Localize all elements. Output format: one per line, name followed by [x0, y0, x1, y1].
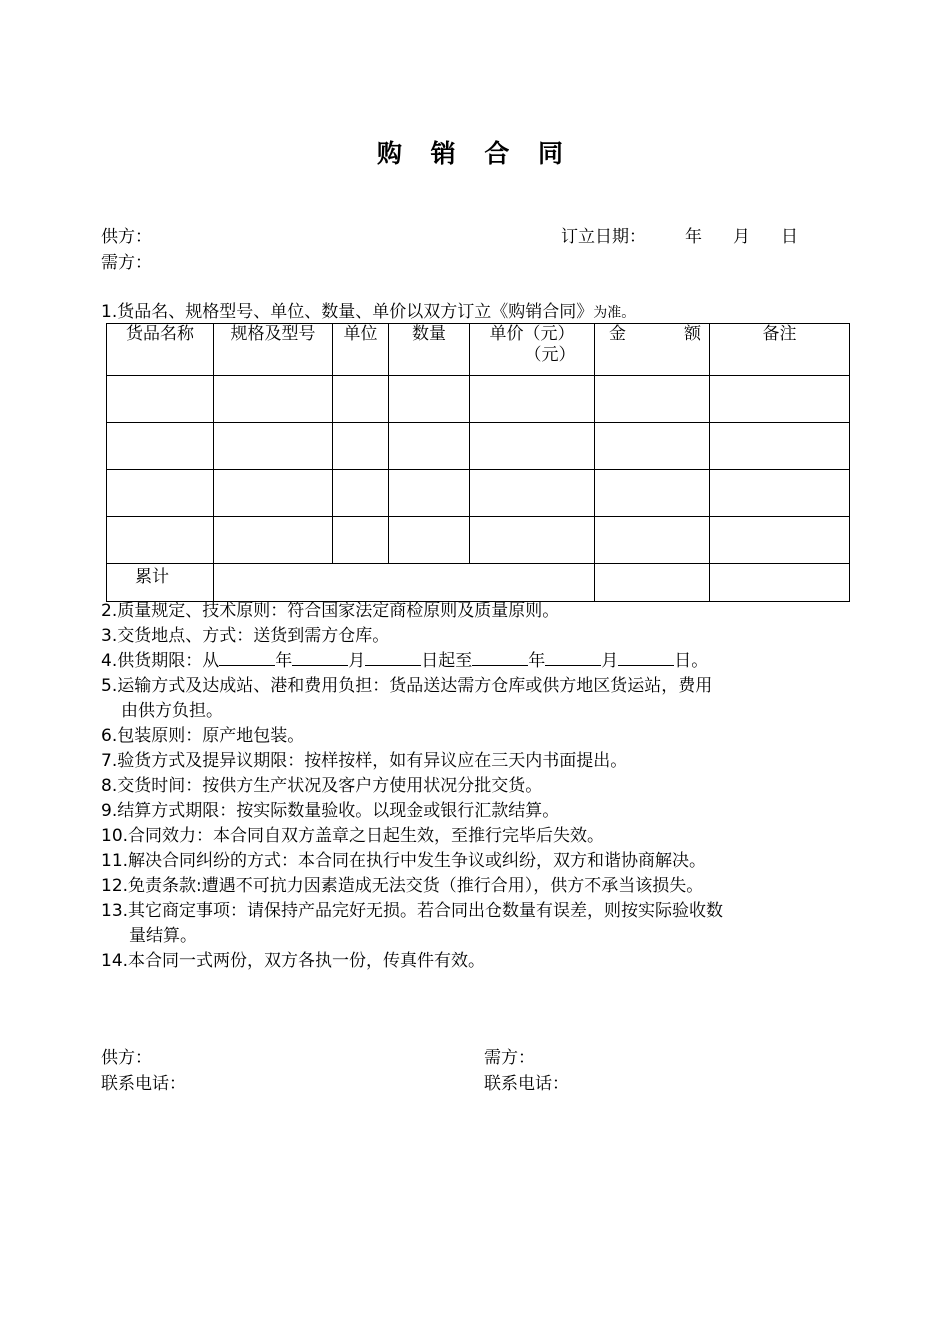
cell-qty[interactable] — [389, 470, 470, 517]
table-row — [107, 517, 850, 564]
col-header-unit: 单位 — [333, 324, 389, 376]
cell-name[interactable] — [107, 423, 214, 470]
blank-year-from[interactable] — [219, 649, 275, 666]
clause-11: 11.解决合同纠纷的方式：本合同在执行中发生争议或纠纷，双方和谐协商解决。 — [101, 851, 707, 871]
date-month: 月 — [733, 227, 750, 247]
col-header-remark: 备注 — [710, 324, 850, 376]
cell-unit[interactable] — [333, 423, 389, 470]
col-header-name: 货品名称 — [107, 324, 214, 376]
blank-year-to[interactable] — [472, 649, 528, 666]
cell-spec[interactable] — [214, 517, 333, 564]
cell-spec[interactable] — [214, 470, 333, 517]
cell-qty[interactable] — [389, 423, 470, 470]
contract-title: 购 销 合 同 — [376, 139, 574, 168]
cell-remark[interactable] — [710, 423, 850, 470]
col-header-spec: 规格及型号 — [214, 324, 333, 376]
cell-price[interactable] — [470, 517, 595, 564]
cell-price[interactable] — [470, 423, 595, 470]
total-amount-cell[interactable] — [595, 564, 710, 602]
total-merged-cell[interactable] — [214, 564, 595, 602]
cell-amount[interactable] — [595, 470, 710, 517]
date-year: 年 — [685, 227, 702, 247]
blank-day-to[interactable] — [618, 649, 674, 666]
clause-1-suffix: 为准。 — [593, 305, 636, 321]
cell-unit[interactable] — [333, 470, 389, 517]
clause-5: 5.运输方式及达成站、港和费用负担：货品送达需方仓库或供方地区货运站，费用 由供方负担。 — [101, 676, 713, 721]
cell-spec[interactable] — [214, 376, 333, 423]
clause-8: 8.交货时间：按供方生产状况及客户方使用状况分批交货。 — [101, 776, 543, 796]
cell-price[interactable] — [470, 376, 595, 423]
header-supplier-label: 供方： — [101, 227, 152, 247]
cell-amount[interactable] — [595, 517, 710, 564]
clause-4: 4.供货期限：从 年 月 日起至 年 月 日。 — [101, 651, 709, 671]
cell-remark[interactable] — [710, 376, 850, 423]
cell-amount[interactable] — [595, 423, 710, 470]
clause-1-text: 1.货品名、规格型号、单位、数量、单价以双方订立《购销合同》 — [101, 302, 594, 322]
col-header-qty: 数量 — [389, 324, 470, 376]
cell-qty[interactable] — [389, 517, 470, 564]
total-label: 累计 — [107, 564, 214, 602]
table-row — [107, 376, 850, 423]
table-total-row — [107, 564, 850, 602]
blank-day-from[interactable] — [365, 649, 421, 666]
cell-price[interactable] — [470, 470, 595, 517]
total-remark-cell[interactable] — [710, 564, 850, 602]
blank-month-from[interactable] — [292, 649, 348, 666]
col-header-price: 单价（元） （元） — [470, 324, 595, 376]
cell-remark[interactable] — [710, 470, 850, 517]
table-row — [107, 423, 850, 470]
cell-remark[interactable] — [710, 517, 850, 564]
clause-9: 9.结算方式期限：按实际数量验收。以现金或银行汇款结算。 — [101, 801, 560, 821]
cell-name[interactable] — [107, 470, 214, 517]
clause-3: 3.交货地点、方式：送货到需方仓库。 — [101, 626, 390, 646]
col-header-amount: 金 额 — [595, 324, 710, 376]
clause-13: 13.其它商定事项：请保持产品完好无损。若合同出仓数量有误差，则按实际验收数 量结算。 — [101, 901, 724, 946]
date-day: 日 — [781, 227, 798, 247]
cell-spec[interactable] — [214, 423, 333, 470]
goods-table — [106, 323, 850, 602]
header-buyer-label: 需方： — [101, 253, 152, 273]
clauses-list — [101, 599, 821, 974]
cell-unit[interactable] — [333, 376, 389, 423]
table-row — [107, 470, 850, 517]
cell-name[interactable] — [107, 376, 214, 423]
table-header-row — [107, 324, 850, 376]
clause-12: 12.免责条款:遭遇不可抗力因素造成无法交货（推行合用），供方不承当该损失。 — [101, 876, 704, 896]
footer-supplier-phone: 联系电话： — [101, 1074, 186, 1094]
footer-supplier-label: 供方： — [101, 1048, 152, 1068]
clause-6: 6.包装原则：原产地包装。 — [101, 726, 305, 746]
blank-month-to[interactable] — [545, 649, 601, 666]
cell-unit[interactable] — [333, 517, 389, 564]
clause-1 — [101, 302, 635, 323]
clause-7: 7.验货方式及提异议期限：按样按样，如有异议应在三天内书面提出。 — [101, 751, 628, 771]
clause-14: 14.本合同一式两份，双方各执一份，传真件有效。 — [101, 951, 486, 971]
cell-name[interactable] — [107, 517, 214, 564]
footer-buyer-label: 需方： — [484, 1048, 535, 1068]
clause-2: 2.质量规定、技术原则：符合国家法定商检原则及质量原则。 — [101, 601, 560, 621]
signing-date-label: 订立日期： — [561, 227, 646, 247]
clause-10: 10.合同效力：本合同自双方盖章之日起生效，至推行完毕后失效。 — [101, 826, 605, 846]
cell-qty[interactable] — [389, 376, 470, 423]
footer-buyer-phone: 联系电话： — [484, 1074, 569, 1094]
cell-amount[interactable] — [595, 376, 710, 423]
